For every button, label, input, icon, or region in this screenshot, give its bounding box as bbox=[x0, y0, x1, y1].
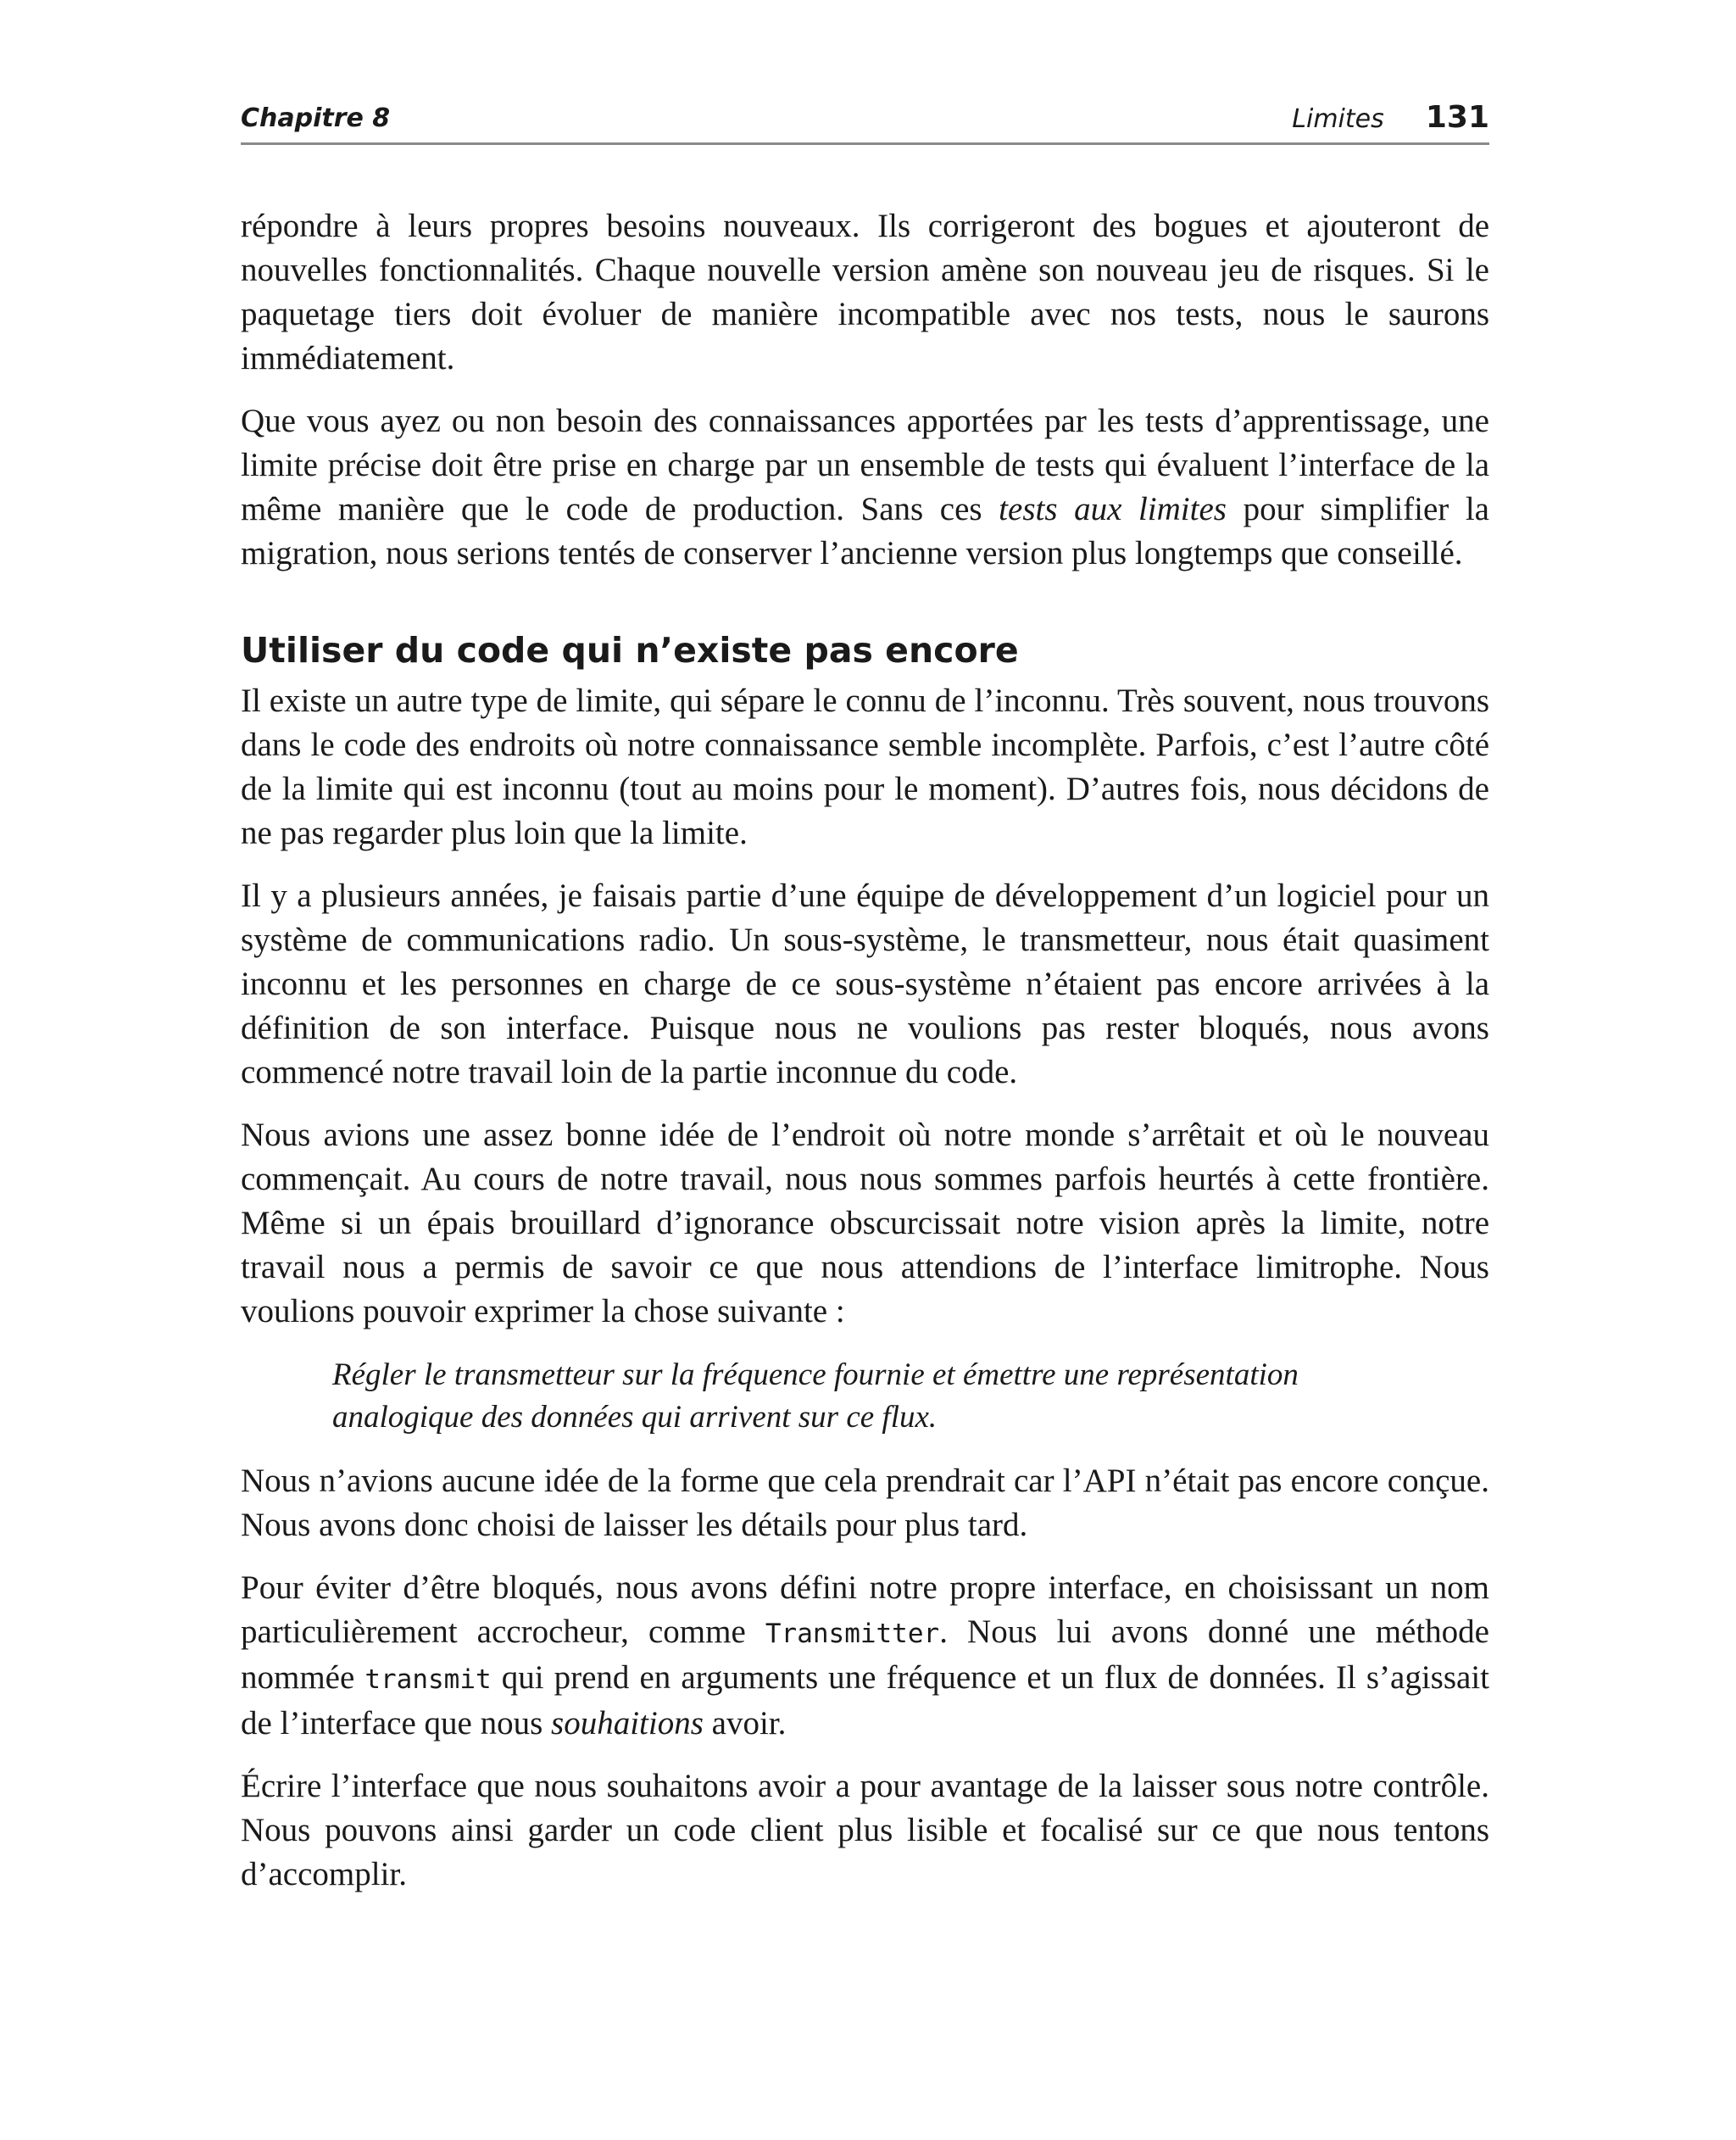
paragraph bbox=[241, 399, 1489, 576]
text-run: qui prend en arguments une fréquence et un flux de données. Il s’agissait de l’interface que nous bbox=[241, 1659, 1489, 1742]
text-run: Que vous ayez ou non besoin des connaissances apportées par les tests d’apprentissage, une limite précise doit être prise en charge par un ensemble de tests qui évaluent l’interface de la même manière que le code de production. Sans ces bbox=[241, 403, 1489, 527]
paragraph: Nous avions une assez bonne idée de l’endroit où notre monde s’arrêtait et où le nouveau commençait. Au cours de notre travail, nous nous sommes parfois heurtés à cette frontière. Même si un épais brouillard d’ignorance obscurcissait notre vision après la limite, notre travail nous a permis de savoir ce que nous attendions de l’interface limitrophe. Nous voulions pouvoir exprimer la chose suivante : bbox=[241, 1117, 1489, 1329]
paragraph: Il y a plusieurs années, je faisais partie d’une équipe de développement d’un logiciel pour un système de communications radio. Un sous-système, le transmetteur, nous était quasiment inconnu et les personnes en charge de ce sous-système n’étaient pas encore arrivées à la définition de son interface. Puisque nous ne voulions pas rester bloqués, nous avons commencé notre travail loin de la partie inconnue du code. bbox=[241, 878, 1489, 1090]
paragraph: Il existe un autre type de limite, qui sépare le connu de l’inconnu. Très souvent, nous trouvons dans le code des endroits où notre connaissance semble incomplète. Parfois, c’est l’autre côté de la limite qui est inconnu (tout au moins pour le moment). D’autres fois, nous décidons de ne pas regarder plus loin que la limite. bbox=[241, 683, 1489, 851]
inline-code: Transmitter bbox=[765, 1619, 940, 1649]
page-number: 131 bbox=[1425, 100, 1489, 135]
body-text bbox=[241, 204, 1489, 1897]
running-header bbox=[241, 100, 1489, 145]
text-run: pour simplifier la migration, nous serions tentés de conserver l’ancienne version plus longtemps que conseillé. bbox=[241, 491, 1489, 571]
section-heading: Utiliser du code qui n’existe pas encore bbox=[241, 630, 1019, 671]
emphasis: souhaitions bbox=[551, 1705, 704, 1742]
text-run: Pour éviter d’être bloqués, nous avons défini notre propre interface, en choisissant un nom particulièrement accrocheur, comme bbox=[241, 1569, 1489, 1650]
text-run: . Nous lui avons donné une méthode nommée bbox=[241, 1613, 1489, 1696]
block-quote: Régler le transmetteur sur la fréquence fournie et émettre une représentation analogique des données qui arrivent sur ce flux. bbox=[332, 1357, 1299, 1435]
book-page bbox=[241, 100, 1489, 1897]
paragraph: répondre à leurs propres besoins nouveaux. Ils corrigeront des bogues et ajouteront de nouvelles fonctionnalités. Chaque nouvelle version amène son nouveau jeu de risques. Si le paquetage tiers doit évoluer de manière incompatible avec nos tests, nous le saurons immédiatement. bbox=[241, 208, 1489, 376]
emphasis: tests aux limites bbox=[999, 491, 1227, 527]
paragraph: Nous n’avions aucune idée de la forme que cela prendrait car l’API n’était pas encore conçue. Nous avons donc choisi de laisser les détails pour plus tard. bbox=[241, 1463, 1489, 1543]
section-label: Limites bbox=[1292, 104, 1384, 134]
paragraph: Écrire l’interface que nous souhaitons avoir a pour avantage de la laisser sous notre contrôle. Nous pouvons ainsi garder un code client plus lisible et focalisé sur ce que nous tentons d’accomplir. bbox=[241, 1768, 1489, 1892]
header-right bbox=[1292, 100, 1489, 135]
chapter-label: Chapitre 8 bbox=[241, 103, 391, 133]
paragraph bbox=[241, 1566, 1489, 1746]
text-run: avoir. bbox=[703, 1705, 787, 1742]
inline-code: transmit bbox=[364, 1664, 492, 1695]
